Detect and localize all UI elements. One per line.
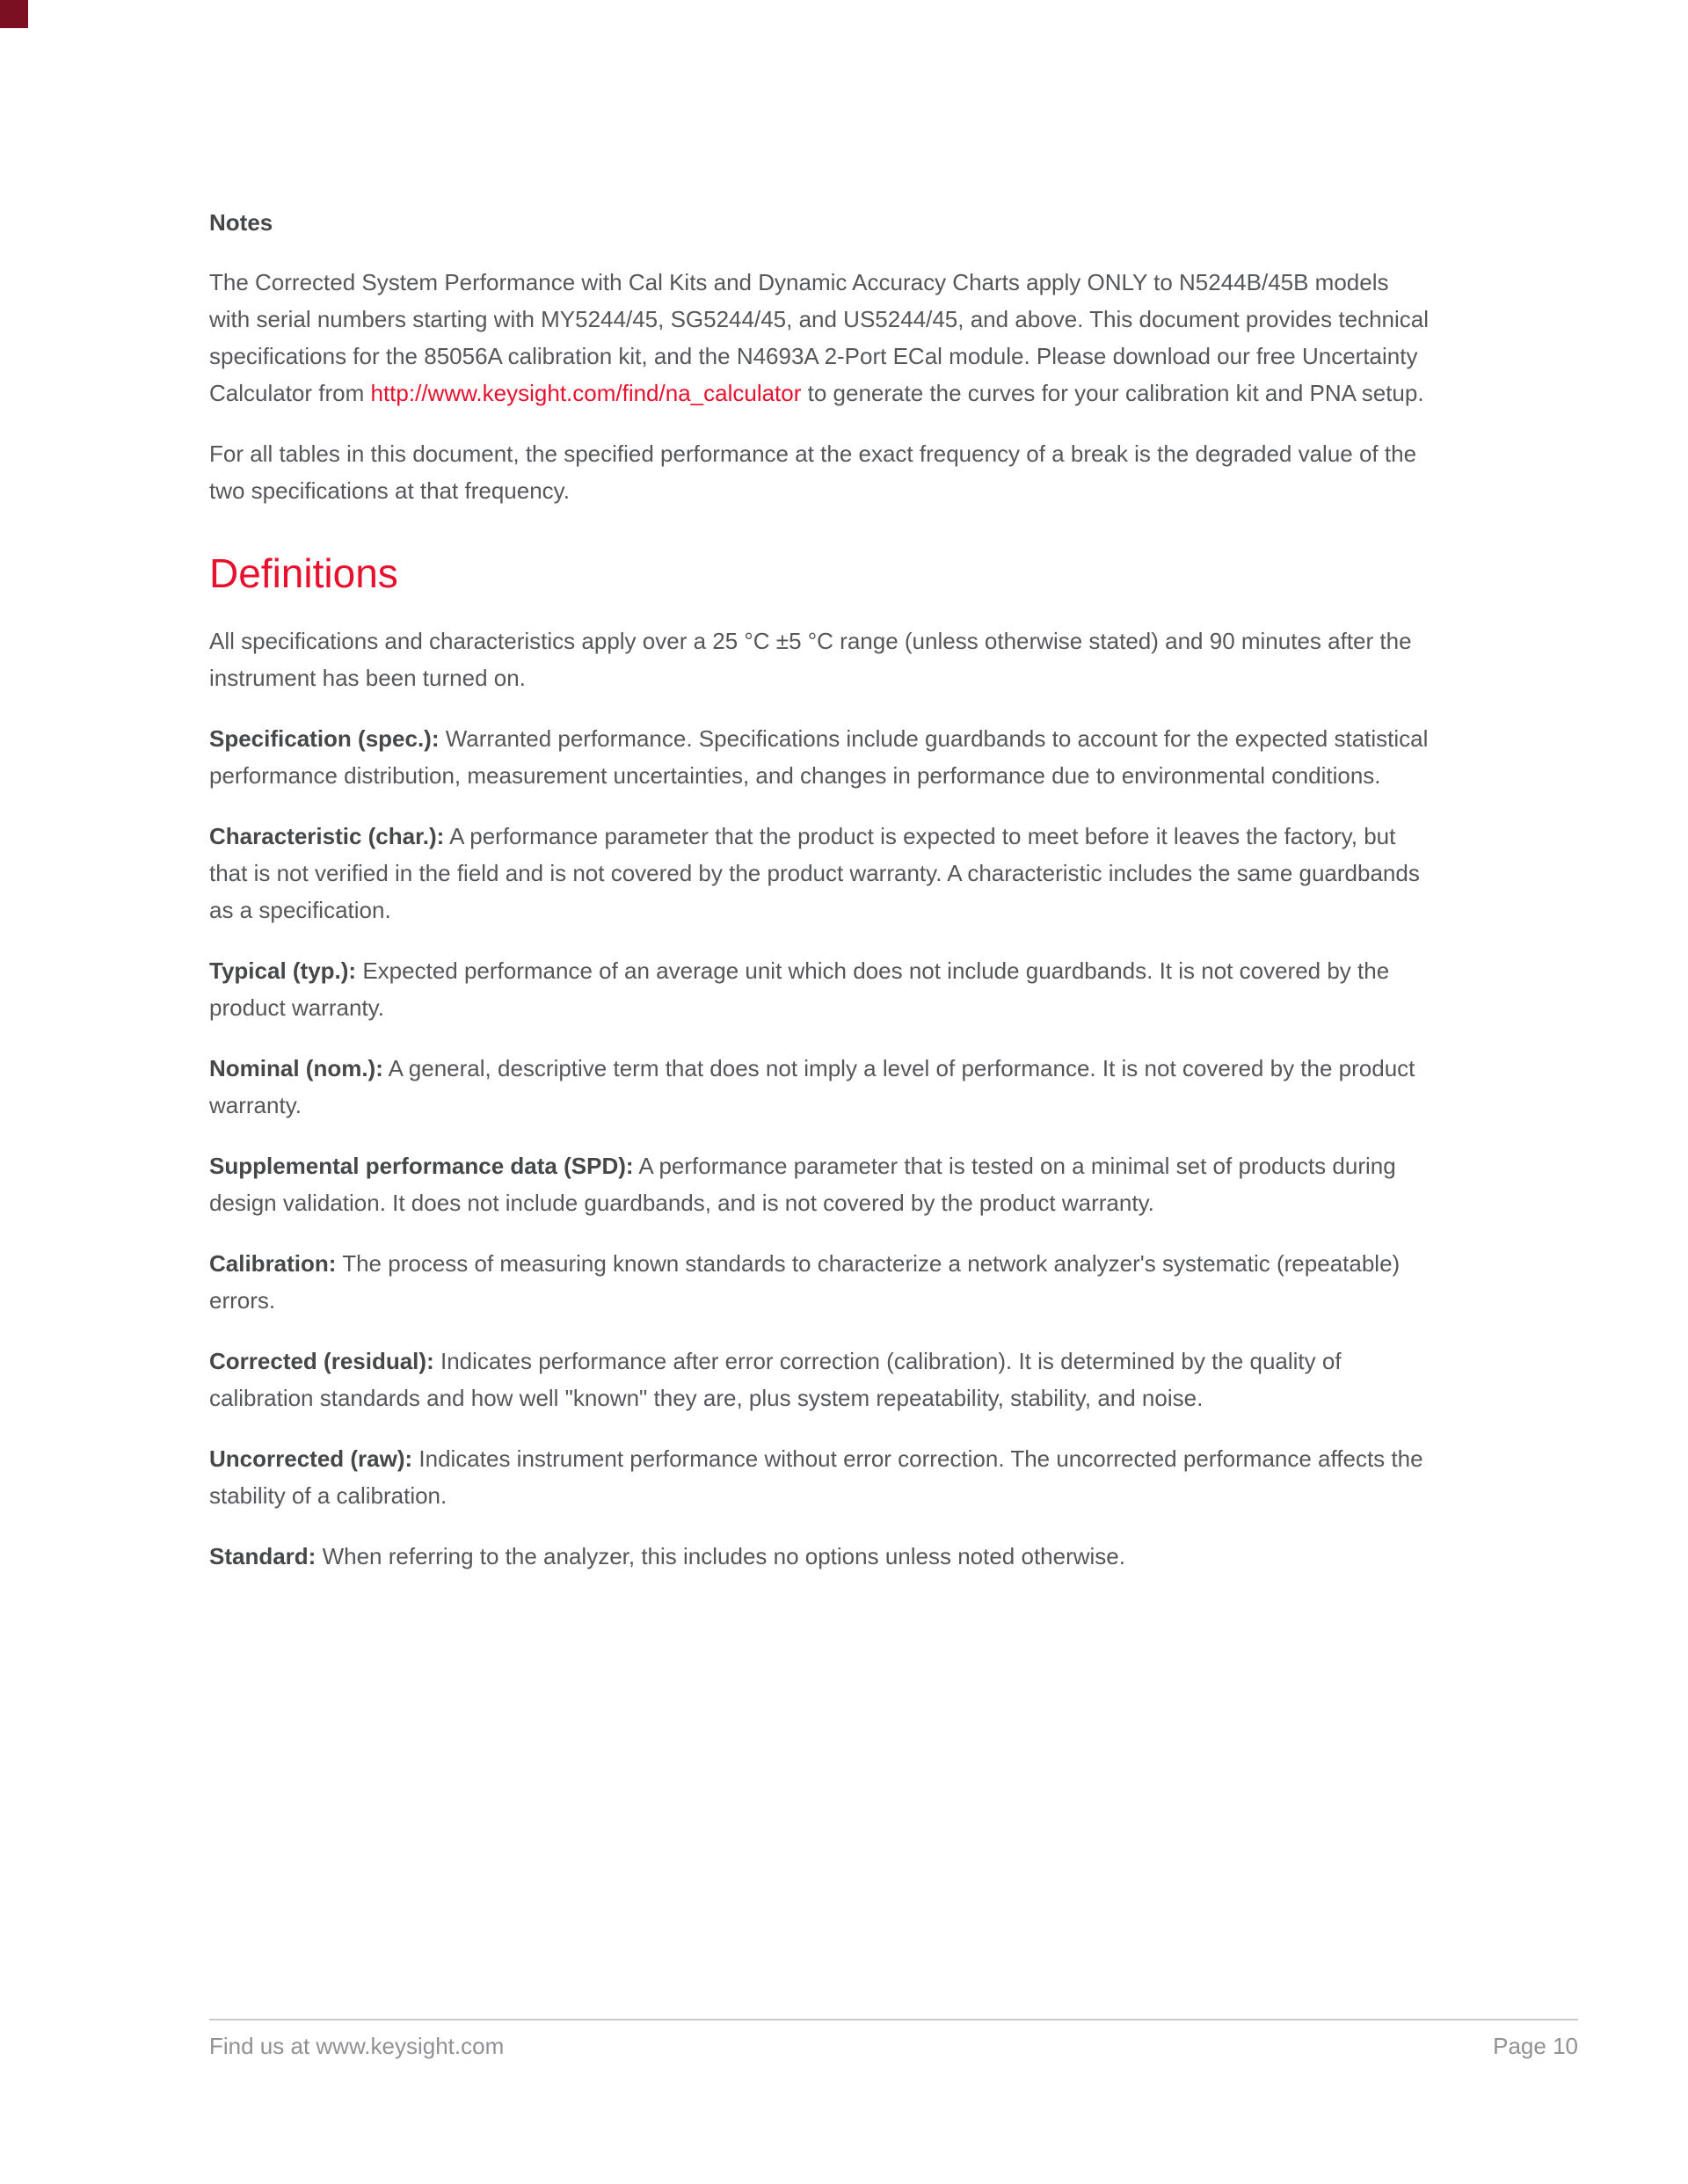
definition-item-typical xyxy=(209,952,1431,1026)
definition-item-standard xyxy=(209,1538,1431,1575)
definitions-heading: Definitions xyxy=(209,550,398,596)
na-calculator-link[interactable]: http://www.keysight.com/find/na_calculator xyxy=(370,380,802,406)
definition-description: A performance parameter that is tested on a minimal set of products during design validation. It does not include guardbands, and is not covered by the product warranty. xyxy=(209,1153,1396,1217)
definition-description: When referring to the analyzer, this includes no options unless noted otherwise. xyxy=(322,1543,1125,1570)
definition-term: Corrected (residual): xyxy=(209,1348,434,1375)
footer-page-number: Page 10 xyxy=(1493,2033,1578,2059)
definition-term: Typical (typ.): xyxy=(209,957,357,985)
definition-description: Expected performance of an average unit which does not include guardbands. It is not covered by the product warranty. xyxy=(209,957,1390,1022)
definition-item-uncorrected xyxy=(209,1440,1431,1514)
definition-term: Supplemental performance data (SPD): xyxy=(209,1153,634,1180)
notes-paragraph xyxy=(209,264,1431,411)
definition-item-spd xyxy=(209,1147,1431,1221)
definition-description: Warranted performance. Specifications include guardbands to account for the expected statistical performance distribution, measurement uncertainties, and changes in performance due to environmental conditions. xyxy=(209,725,1429,790)
definition-description: Indicates instrument performance without error correction. The uncorrected performance affects the stability of a calibration. xyxy=(209,1445,1423,1510)
definition-term: Characteristic (char.): xyxy=(209,823,445,850)
page-corner-mark xyxy=(0,0,28,28)
definition-description: A general, descriptive term that does not imply a level of performance. It is not covered by the product warranty. xyxy=(209,1055,1415,1119)
definition-description: A performance parameter that the product is expected to meet before it leaves the factory, but that is not verified in the field and is not covered by the product warranty. A characteristic includes the same guardbands as a specification. xyxy=(209,823,1420,924)
footer-find-us-text: Find us at www.keysight.com xyxy=(209,2033,505,2059)
notes-paragraph-pre: The Corrected System Performance with Cal Kits and Dynamic Accuracy Charts apply ONLY to N5244B/45B models with serial numbers starting with MY5244/45, SG5244/45, and US5244/45, and above. This document provides technical specifications for the 85056A calibration kit, and the N4693A 2-Port ECal module. Please download our free Uncertainty Calculator from xyxy=(209,269,1430,406)
notes-heading: Notes xyxy=(209,209,273,236)
page-footer xyxy=(209,2019,1578,2060)
page-content xyxy=(209,204,1431,1598)
definition-term: Uncorrected (raw): xyxy=(209,1445,413,1473)
definition-term: Nominal (nom.): xyxy=(209,1055,383,1082)
tables-note-paragraph: For all tables in this document, the specified performance at the exact frequency of a break is the degraded value of the two specifications at that frequency. xyxy=(209,440,1417,504)
definition-term: Standard: xyxy=(209,1543,316,1570)
definition-term: Calibration: xyxy=(209,1250,337,1278)
notes-paragraph-post: to generate the curves for your calibration kit and PNA setup. xyxy=(801,380,1424,406)
definitions-intro: All specifications and characteristics apply over a 25 °C ±5 °C range (unless otherwise stated) and 90 minutes after the instrument has been turned on. xyxy=(209,628,1412,692)
definition-item-characteristic xyxy=(209,818,1431,928)
definition-item-calibration xyxy=(209,1245,1431,1319)
definition-term: Specification (spec.): xyxy=(209,725,440,753)
definition-item-specification xyxy=(209,720,1431,794)
definition-description: Indicates performance after error correction (calibration). It is determined by the quality of calibration standards and how well "known" they are, plus system repeatability, stability, and noise. xyxy=(209,1348,1342,1412)
definition-item-nominal xyxy=(209,1050,1431,1124)
definition-description: The process of measuring known standards to characterize a network analyzer's systematic (repeatable) errors. xyxy=(209,1250,1401,1314)
definition-item-corrected xyxy=(209,1343,1431,1416)
